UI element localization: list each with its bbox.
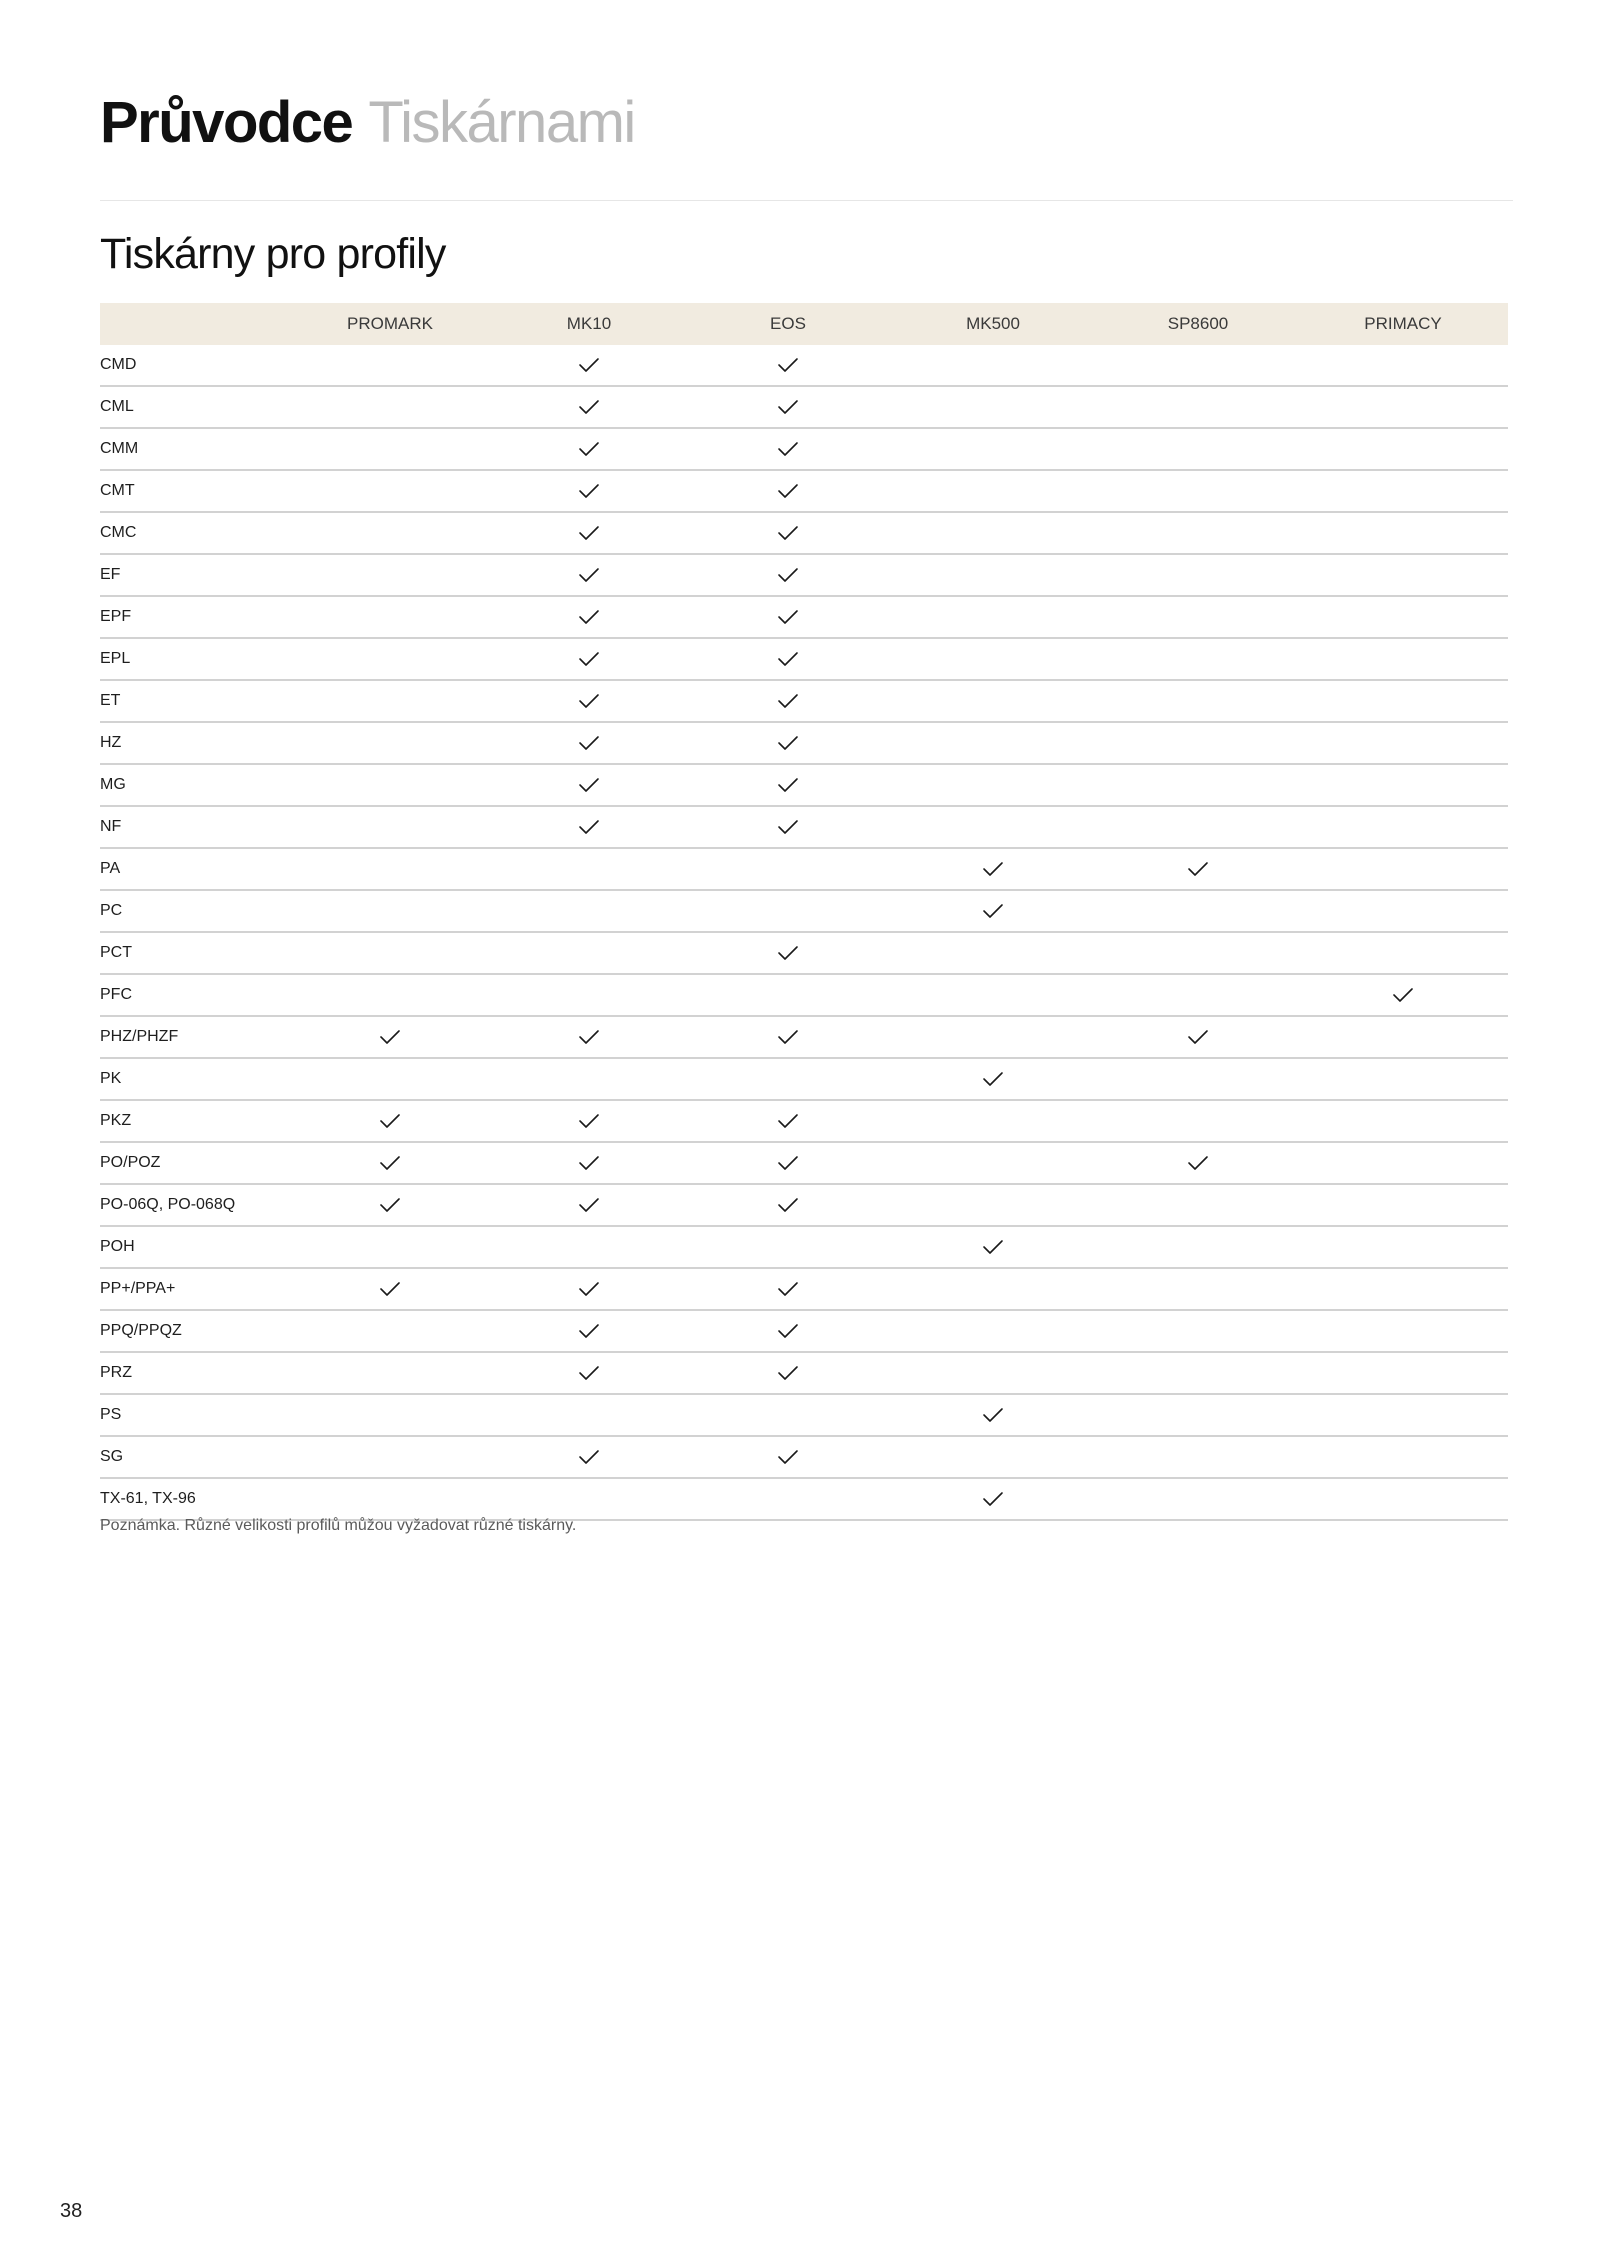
check-cell <box>688 470 888 512</box>
check-cell <box>1098 596 1298 638</box>
check-cell <box>490 848 688 890</box>
check-cell <box>490 1436 688 1478</box>
check-cell <box>290 932 490 974</box>
check-icon <box>982 1490 1004 1508</box>
profile-name: SG <box>100 1436 290 1478</box>
check-icon <box>777 944 799 962</box>
check-cell <box>1298 345 1508 386</box>
check-icon <box>777 1322 799 1340</box>
check-cell <box>290 386 490 428</box>
check-icon <box>777 1154 799 1172</box>
profile-name: PHZ/PHZF <box>100 1016 290 1058</box>
check-icon <box>379 1280 401 1298</box>
check-icon <box>1187 1028 1209 1046</box>
check-cell <box>688 386 888 428</box>
check-cell <box>490 554 688 596</box>
check-cell <box>1298 1184 1508 1226</box>
check-cell <box>688 1478 888 1520</box>
check-icon <box>578 1028 600 1046</box>
check-cell <box>1098 1478 1298 1520</box>
check-cell <box>290 806 490 848</box>
check-icon <box>578 776 600 794</box>
check-cell <box>888 890 1098 932</box>
check-cell <box>290 722 490 764</box>
profile-name: PC <box>100 890 290 932</box>
check-cell <box>888 1226 1098 1268</box>
column-header-sp8600: SP8600 <box>1098 303 1298 345</box>
table-row <box>100 345 1508 386</box>
check-cell <box>1098 1268 1298 1310</box>
check-cell <box>1298 764 1508 806</box>
profile-name: NF <box>100 806 290 848</box>
check-icon <box>777 818 799 836</box>
check-cell <box>1298 596 1508 638</box>
table-row <box>100 1016 1508 1058</box>
check-cell <box>1298 722 1508 764</box>
check-cell <box>888 470 1098 512</box>
profile-name: MG <box>100 764 290 806</box>
table-row <box>100 1478 1508 1520</box>
profile-name: PO-06Q, PO-068Q <box>100 1184 290 1226</box>
table-row <box>100 554 1508 596</box>
table-row <box>100 428 1508 470</box>
profile-name: PS <box>100 1394 290 1436</box>
page-number: 38 <box>60 2200 83 2222</box>
check-cell <box>888 680 1098 722</box>
check-cell <box>888 1142 1098 1184</box>
check-icon <box>777 650 799 668</box>
check-cell <box>490 1352 688 1394</box>
check-icon <box>777 1364 799 1382</box>
check-cell <box>888 554 1098 596</box>
check-cell <box>290 1058 490 1100</box>
check-cell <box>1298 428 1508 470</box>
check-icon <box>777 356 799 374</box>
check-icon <box>1187 860 1209 878</box>
check-cell <box>1298 386 1508 428</box>
check-cell <box>1098 680 1298 722</box>
column-header-profile <box>100 303 290 345</box>
check-icon <box>379 1028 401 1046</box>
check-cell <box>688 722 888 764</box>
table-row <box>100 1436 1508 1478</box>
check-cell <box>1098 1352 1298 1394</box>
profile-name: HZ <box>100 722 290 764</box>
check-icon <box>777 692 799 710</box>
check-cell <box>490 680 688 722</box>
check-cell <box>1298 1436 1508 1478</box>
profile-name: CMD <box>100 345 290 386</box>
check-icon <box>578 398 600 416</box>
check-cell <box>688 1394 888 1436</box>
table-row <box>100 1226 1508 1268</box>
column-header-eos: EOS <box>688 303 888 345</box>
profile-name: EPF <box>100 596 290 638</box>
check-cell <box>290 764 490 806</box>
check-cell <box>888 1058 1098 1100</box>
printer-compatibility-table <box>100 303 1508 1521</box>
profile-name: PP+/PPA+ <box>100 1268 290 1310</box>
check-cell <box>688 848 888 890</box>
check-cell <box>490 1226 688 1268</box>
check-cell <box>1298 932 1508 974</box>
check-cell <box>888 932 1098 974</box>
check-cell <box>888 345 1098 386</box>
check-cell <box>490 638 688 680</box>
check-icon <box>379 1112 401 1130</box>
profile-name: PO/POZ <box>100 1142 290 1184</box>
table-header-row <box>100 303 1508 345</box>
check-cell <box>290 428 490 470</box>
check-icon <box>578 440 600 458</box>
check-cell <box>290 512 490 554</box>
check-cell <box>490 512 688 554</box>
check-cell <box>490 596 688 638</box>
check-cell <box>490 1184 688 1226</box>
check-cell <box>290 1352 490 1394</box>
check-cell <box>290 1268 490 1310</box>
check-cell <box>1098 1394 1298 1436</box>
check-cell <box>1298 1394 1508 1436</box>
table-row <box>100 848 1508 890</box>
check-cell <box>1098 1184 1298 1226</box>
header-divider <box>100 200 1513 201</box>
check-cell <box>688 1352 888 1394</box>
check-cell <box>290 890 490 932</box>
check-icon <box>578 1364 600 1382</box>
check-icon <box>777 440 799 458</box>
check-icon <box>982 1406 1004 1424</box>
check-cell <box>490 1142 688 1184</box>
check-cell <box>888 1016 1098 1058</box>
check-cell <box>888 1268 1098 1310</box>
check-cell <box>490 1016 688 1058</box>
check-icon <box>777 482 799 500</box>
check-cell <box>290 974 490 1016</box>
check-cell <box>688 596 888 638</box>
check-icon <box>982 860 1004 878</box>
check-cell <box>290 1100 490 1142</box>
check-cell <box>1098 722 1298 764</box>
check-cell <box>290 1142 490 1184</box>
profile-name: CMM <box>100 428 290 470</box>
check-cell <box>688 680 888 722</box>
check-icon <box>777 1280 799 1298</box>
profile-name: PPQ/PPQZ <box>100 1310 290 1352</box>
check-icon <box>578 1112 600 1130</box>
check-cell <box>490 722 688 764</box>
check-icon <box>982 1238 1004 1256</box>
check-cell <box>888 722 1098 764</box>
check-icon <box>982 1070 1004 1088</box>
check-cell <box>688 428 888 470</box>
profile-name: PK <box>100 1058 290 1100</box>
profile-name: TX-61, TX-96 <box>100 1478 290 1520</box>
check-cell <box>1298 1058 1508 1100</box>
check-icon <box>777 734 799 752</box>
profile-name: EF <box>100 554 290 596</box>
check-cell <box>1298 1352 1508 1394</box>
table-row <box>100 764 1508 806</box>
table-row <box>100 1394 1508 1436</box>
check-cell <box>1298 638 1508 680</box>
check-cell <box>688 806 888 848</box>
profile-name: CML <box>100 386 290 428</box>
check-cell <box>490 1100 688 1142</box>
check-icon <box>578 524 600 542</box>
check-cell <box>688 554 888 596</box>
check-cell <box>490 1268 688 1310</box>
check-icon <box>578 356 600 374</box>
profile-name: CMT <box>100 470 290 512</box>
check-cell <box>1298 848 1508 890</box>
check-cell <box>1098 974 1298 1016</box>
check-cell <box>290 1394 490 1436</box>
check-cell <box>688 764 888 806</box>
check-cell <box>490 1058 688 1100</box>
table-row <box>100 638 1508 680</box>
check-cell <box>688 638 888 680</box>
check-cell <box>490 386 688 428</box>
check-cell <box>1098 1142 1298 1184</box>
check-cell <box>688 1184 888 1226</box>
profile-name: POH <box>100 1226 290 1268</box>
page-title-light: Tiskárnami <box>368 90 635 155</box>
check-icon <box>578 650 600 668</box>
check-icon <box>578 1154 600 1172</box>
check-icon <box>578 734 600 752</box>
check-cell <box>490 1394 688 1436</box>
profile-name: PA <box>100 848 290 890</box>
check-icon <box>379 1154 401 1172</box>
check-cell <box>888 1184 1098 1226</box>
check-cell <box>888 1478 1098 1520</box>
check-cell <box>888 1352 1098 1394</box>
check-icon <box>777 608 799 626</box>
check-cell <box>490 890 688 932</box>
check-cell <box>290 554 490 596</box>
check-cell <box>1098 470 1298 512</box>
check-cell <box>1098 428 1298 470</box>
check-cell <box>1098 554 1298 596</box>
check-cell <box>290 1184 490 1226</box>
table-row <box>100 806 1508 848</box>
check-cell <box>888 1310 1098 1352</box>
table-row <box>100 1352 1508 1394</box>
column-header-promark: PROMARK <box>290 303 490 345</box>
check-cell <box>888 386 1098 428</box>
page-title-strong: Průvodce <box>100 90 353 155</box>
check-icon <box>578 608 600 626</box>
table-row <box>100 470 1508 512</box>
table-row <box>100 1142 1508 1184</box>
footnote: Poznámka. Různé velikosti profilů můžou vyžadovat různé tiskárny. <box>100 1517 577 1534</box>
check-icon <box>578 1448 600 1466</box>
check-icon <box>578 1322 600 1340</box>
check-icon <box>777 566 799 584</box>
section-title: Tiskárny pro profily <box>100 230 446 278</box>
check-cell <box>688 1058 888 1100</box>
check-cell <box>290 1016 490 1058</box>
check-cell <box>1098 932 1298 974</box>
check-cell <box>1298 470 1508 512</box>
check-cell <box>490 1478 688 1520</box>
check-cell <box>490 345 688 386</box>
check-cell <box>1298 1142 1508 1184</box>
check-icon <box>578 482 600 500</box>
check-cell <box>1298 680 1508 722</box>
profile-name: PFC <box>100 974 290 1016</box>
check-cell <box>490 470 688 512</box>
table-row <box>100 1310 1508 1352</box>
check-cell <box>1298 890 1508 932</box>
table-row <box>100 680 1508 722</box>
check-cell <box>490 974 688 1016</box>
check-cell <box>1098 764 1298 806</box>
check-cell <box>688 345 888 386</box>
check-cell <box>1098 848 1298 890</box>
check-cell <box>1098 386 1298 428</box>
check-cell <box>290 596 490 638</box>
check-cell <box>1298 1478 1508 1520</box>
table-row <box>100 1184 1508 1226</box>
table-row <box>100 722 1508 764</box>
check-icon <box>379 1196 401 1214</box>
check-cell <box>1298 1226 1508 1268</box>
check-cell <box>1298 806 1508 848</box>
page-title <box>100 88 635 158</box>
check-cell <box>290 1226 490 1268</box>
check-cell <box>688 974 888 1016</box>
check-icon <box>578 566 600 584</box>
check-cell <box>888 638 1098 680</box>
check-cell <box>290 345 490 386</box>
check-cell <box>888 764 1098 806</box>
check-cell <box>688 1016 888 1058</box>
check-icon <box>777 1196 799 1214</box>
check-cell <box>490 1310 688 1352</box>
check-cell <box>888 848 1098 890</box>
table-body <box>100 345 1508 1520</box>
table-row <box>100 596 1508 638</box>
column-header-mk10: MK10 <box>490 303 688 345</box>
table-row <box>100 386 1508 428</box>
check-cell <box>688 512 888 554</box>
check-cell <box>1298 974 1508 1016</box>
check-cell <box>290 1310 490 1352</box>
check-icon <box>578 818 600 836</box>
profile-name: CMC <box>100 512 290 554</box>
table-row <box>100 1058 1508 1100</box>
check-cell <box>888 1100 1098 1142</box>
check-cell <box>490 806 688 848</box>
check-icon <box>1187 1154 1209 1172</box>
table-row <box>100 974 1508 1016</box>
check-cell <box>1098 1436 1298 1478</box>
table-row <box>100 890 1508 932</box>
check-cell <box>888 596 1098 638</box>
check-cell <box>490 764 688 806</box>
check-icon <box>777 1112 799 1130</box>
check-cell <box>1298 1100 1508 1142</box>
check-cell <box>1298 512 1508 554</box>
check-cell <box>1098 1058 1298 1100</box>
check-cell <box>888 428 1098 470</box>
check-icon <box>578 1280 600 1298</box>
check-cell <box>688 890 888 932</box>
check-cell <box>1098 806 1298 848</box>
check-icon <box>982 902 1004 920</box>
check-cell <box>888 512 1098 554</box>
check-cell <box>1098 890 1298 932</box>
table-row <box>100 932 1508 974</box>
check-cell <box>290 1478 490 1520</box>
check-cell <box>888 806 1098 848</box>
check-cell <box>688 1226 888 1268</box>
check-cell <box>688 1100 888 1142</box>
table-row <box>100 512 1508 554</box>
check-cell <box>688 1310 888 1352</box>
profile-name: PRZ <box>100 1352 290 1394</box>
check-cell <box>888 974 1098 1016</box>
check-cell <box>888 1394 1098 1436</box>
column-header-mk500: MK500 <box>888 303 1098 345</box>
check-cell <box>490 932 688 974</box>
profile-name: ET <box>100 680 290 722</box>
check-cell <box>688 1268 888 1310</box>
check-icon <box>777 524 799 542</box>
check-cell <box>290 680 490 722</box>
check-cell <box>490 428 688 470</box>
check-cell <box>1298 554 1508 596</box>
check-icon <box>777 776 799 794</box>
check-icon <box>578 692 600 710</box>
profile-name: PCT <box>100 932 290 974</box>
check-cell <box>688 1142 888 1184</box>
profile-name: EPL <box>100 638 290 680</box>
table-row <box>100 1100 1508 1142</box>
check-cell <box>1098 345 1298 386</box>
check-cell <box>1098 1226 1298 1268</box>
check-cell <box>290 638 490 680</box>
check-cell <box>290 1436 490 1478</box>
profile-name: PKZ <box>100 1100 290 1142</box>
check-cell <box>1098 1310 1298 1352</box>
check-cell <box>1098 1016 1298 1058</box>
check-cell <box>888 1436 1098 1478</box>
check-cell <box>1098 1100 1298 1142</box>
check-cell <box>1098 512 1298 554</box>
check-icon <box>578 1196 600 1214</box>
check-cell <box>1298 1016 1508 1058</box>
check-cell <box>1098 638 1298 680</box>
column-header-primacy: PRIMACY <box>1298 303 1508 345</box>
check-cell <box>1298 1268 1508 1310</box>
check-cell <box>290 470 490 512</box>
check-cell <box>290 848 490 890</box>
check-cell <box>688 1436 888 1478</box>
table-row <box>100 1268 1508 1310</box>
check-icon <box>777 1028 799 1046</box>
check-icon <box>777 398 799 416</box>
check-cell <box>688 932 888 974</box>
check-icon <box>777 1448 799 1466</box>
check-icon <box>1392 986 1414 1004</box>
check-cell <box>1298 1310 1508 1352</box>
